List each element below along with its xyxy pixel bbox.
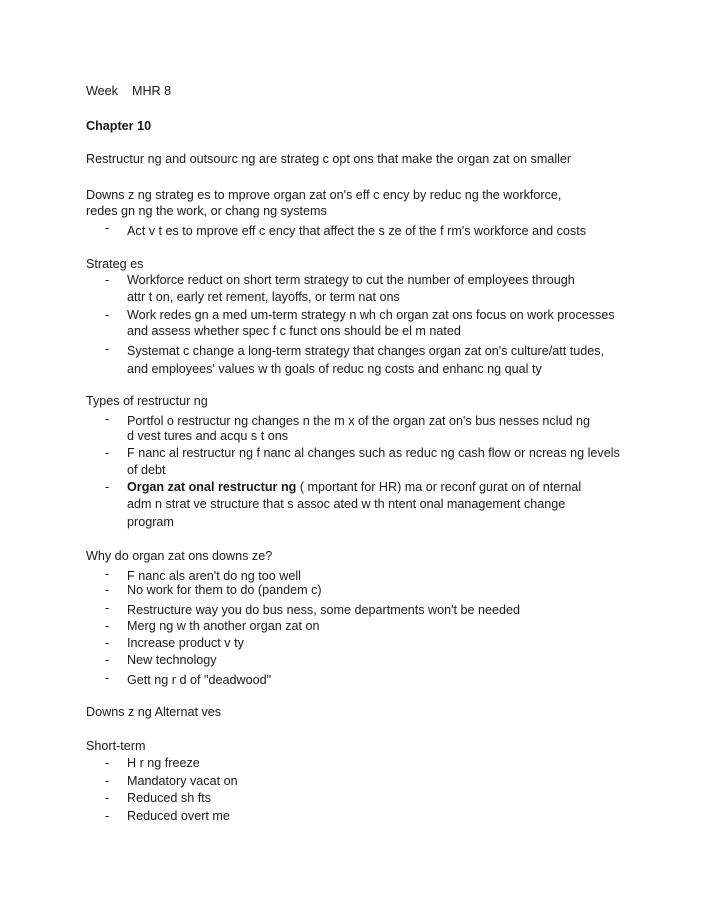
- bullet-mark: -: [105, 619, 110, 633]
- strategies-heading: Strateg es: [86, 257, 144, 271]
- type-3-line3: program: [127, 515, 174, 529]
- type-1-line2: d vest tures and acqu s t ons: [127, 429, 289, 443]
- strategy-3-line2: and employees' values w th goals of reduc ng costs and enhanc ng qual ty: [127, 362, 542, 376]
- bullet-mark: -: [105, 342, 110, 356]
- short-term-item-4: Reduced overt me: [127, 809, 230, 823]
- strategy-2-line2: and assess whether spec f c funct ons should be el m nated: [127, 324, 461, 338]
- why-item-6: New technology: [127, 653, 217, 667]
- intro-paragraph: Restructur ng and outsourc ng are strateg c opt ons that make the organ zat on smaller: [86, 152, 572, 166]
- week-label: [86, 83, 171, 100]
- short-term-heading: Short-term: [86, 739, 146, 753]
- why-heading: Why do organ zat ons downs ze?: [86, 549, 273, 563]
- bullet-mark: -: [105, 791, 110, 805]
- bullet-mark: -: [105, 567, 110, 581]
- why-item-2: No work for them to do (pandem c): [127, 583, 322, 597]
- strategy-1-line2: attr t on, early ret rement, layoffs, or term nat ons: [127, 290, 400, 304]
- type-3-line1: [127, 479, 581, 496]
- type-2-line1: F nanc al restructur ng f nanc al changes such as reduc ng cash flow or ncreas ng levels: [127, 446, 620, 460]
- why-item-5: Increase product v ty: [127, 636, 244, 650]
- bullet-mark: -: [105, 583, 110, 597]
- bullet-mark: -: [105, 601, 110, 615]
- strategy-3-line1: Systemat c change a long-term strategy that changes organ zat on's culture/att tudes,: [127, 344, 605, 358]
- course-code: MHR 8: [131, 84, 172, 98]
- bullet-mark: -: [105, 653, 110, 667]
- downsizing-bullet: Act v t es to mprove eff c ency that affect the s ze of the f rm's workforce and costs: [127, 224, 587, 238]
- alternatives-heading: Downs z ng Alternat ves: [86, 705, 222, 719]
- bullet-mark: -: [105, 273, 110, 287]
- type-3-line2: adm n strat ve structure that s assoc ated w th ntent onal management change: [127, 497, 566, 511]
- bullet-mark: -: [105, 756, 110, 770]
- short-term-item-1: H r ng freeze: [127, 756, 200, 770]
- why-item-7: Gett ng r d of "deadwood": [127, 673, 272, 687]
- week-text: Week: [86, 84, 118, 98]
- bullet-mark: -: [105, 308, 110, 322]
- why-item-1: F nanc als aren't do ng too well: [127, 569, 301, 583]
- bullet-mark: -: [105, 446, 110, 460]
- why-item-4: Merg ng w th another organ zat on: [127, 619, 320, 633]
- bullet-mark: -: [105, 636, 110, 650]
- bullet-mark: -: [105, 480, 110, 494]
- bullet-mark: -: [105, 809, 110, 823]
- downsizing-def-line2: redes gn ng the work, or chang ng systems: [86, 204, 327, 218]
- short-term-item-2: Mandatory vacat on: [127, 774, 238, 788]
- bullet-mark: -: [105, 671, 110, 685]
- why-item-3: Restructure way you do bus ness, some departments won't be needed: [127, 603, 521, 617]
- type-3-rest: ( mportant for HR) ma or reconf gurat on of nternal: [296, 480, 582, 494]
- type-3-bold-term: Organ zat onal restructur ng: [127, 480, 297, 494]
- type-2-line2: of debt: [127, 463, 166, 477]
- strategy-1-line1: Workforce reduct on short term strategy to cut the number of employees through: [127, 273, 575, 287]
- strategy-2-line1: Work redes gn a med um-term strategy n wh ch organ zat ons focus on work processes: [127, 308, 615, 322]
- types-heading: Types of restructur ng: [86, 394, 208, 408]
- type-1-line1: Portfol o restructur ng changes n the m x of the organ zat on's bus nesses nclud ng: [127, 414, 591, 428]
- short-term-item-3: Reduced sh fts: [127, 791, 212, 805]
- bullet-mark: -: [105, 774, 110, 788]
- chapter-heading: Chapter 10: [86, 119, 152, 133]
- downsizing-def-line1: Downs z ng strateg es to mprove organ zat on's eff c ency by reduc ng the workforce,: [86, 188, 562, 202]
- bullet-mark: -: [105, 221, 110, 235]
- bullet-mark: -: [105, 412, 110, 426]
